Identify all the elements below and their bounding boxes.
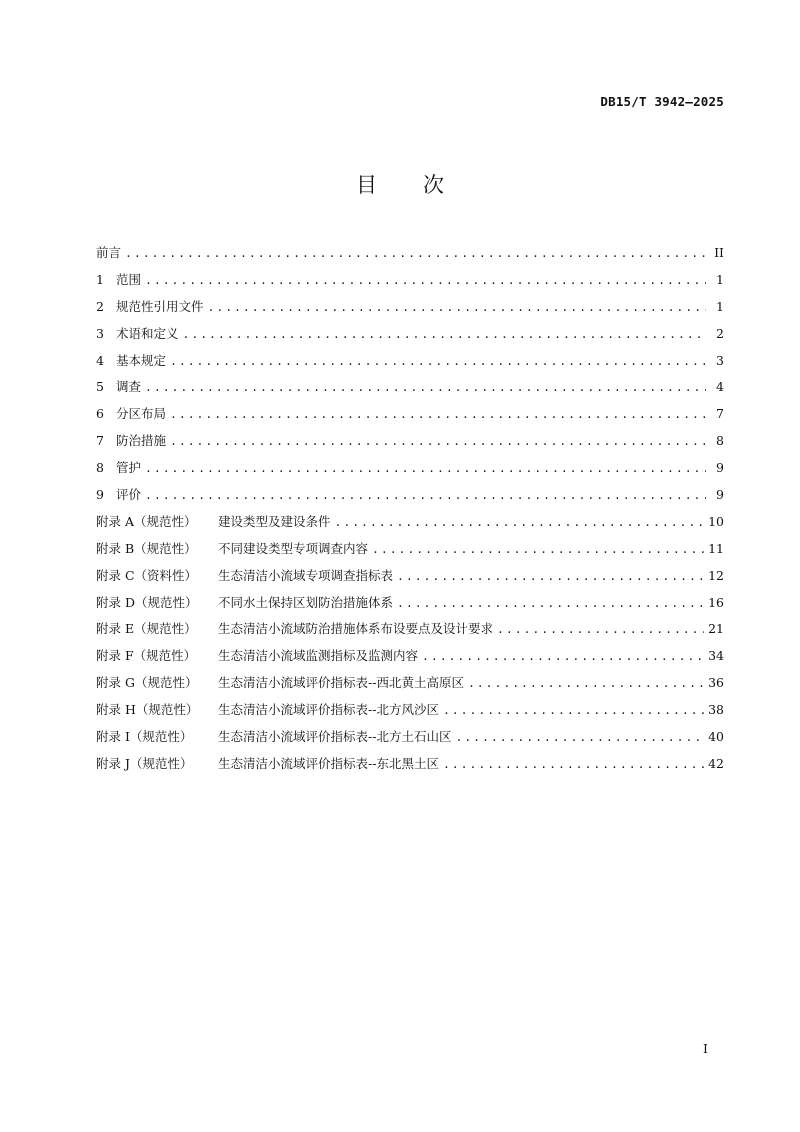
page-title [0,169,800,199]
toc-entry-page: 40 [708,729,724,745]
toc-appendix-entry[interactable] [96,697,724,724]
toc-entry-page: II [714,245,724,260]
dot-leader [455,724,704,751]
toc-appendix-entry[interactable] [96,509,724,536]
dot-leader [497,616,704,643]
dot-leader [145,482,706,509]
toc-appendix-entry[interactable] [96,590,724,617]
appendix-prefix: 附录 G（规范性） [96,675,198,691]
toc-entry[interactable] [96,428,724,455]
footer-page-number: I [703,1041,708,1056]
toc-entry-number: 7 [96,433,104,449]
toc-entry-number: 8 [96,460,104,476]
toc-appendix-entry[interactable] [96,536,724,563]
toc-entry-label: 生态清洁小流域评价指标表--北方风沙区 [218,702,439,718]
dot-leader [208,294,706,321]
toc-appendix-entry[interactable] [96,670,724,697]
toc-entry-number: 1 [96,271,104,287]
dot-leader [145,455,706,482]
toc-entry-foreword[interactable] [96,240,724,267]
toc-entry-page: 34 [708,648,724,664]
toc-entry[interactable] [96,321,724,348]
toc-entry[interactable] [96,482,724,509]
dot-leader [443,697,704,724]
toc-entry-number: 2 [96,298,104,314]
toc-entry-page: 2 [716,325,724,341]
dot-leader [468,670,704,697]
toc-entry-page: 9 [716,487,724,503]
toc-appendix-entry[interactable] [96,616,724,643]
dot-leader [422,643,704,670]
toc-entry-label: 调查 [116,379,142,395]
toc-entry-label: 范围 [116,271,142,287]
toc-entry-page: 1 [716,271,724,287]
toc-entry-number: 5 [96,379,104,395]
toc-entry-page: 36 [708,675,724,691]
table-of-contents [96,240,724,778]
dot-leader [397,563,704,590]
document-code: DB15/T 3942—2025 [600,94,724,109]
toc-appendix-entry[interactable] [96,724,724,751]
toc-entry-label: 管护 [116,460,142,476]
toc-entry-page: 16 [708,594,724,610]
appendix-prefix: 附录 J（规范性） [96,755,193,771]
toc-entry-label: 防治措施 [116,433,167,449]
toc-entry-page: 42 [708,755,724,771]
dot-leader [335,509,705,536]
toc-entry-label: 建设类型及建设条件 [218,513,331,529]
toc-entry[interactable] [96,348,724,375]
dot-leader [145,374,706,401]
toc-entry-label: 基本规定 [116,352,167,368]
toc-entry-label: 分区布局 [116,406,167,422]
dot-leader [443,751,704,778]
dot-leader [183,321,706,348]
title-char: 目 [356,173,377,197]
toc-appendix-entry[interactable] [96,751,724,778]
appendix-prefix: 附录 B（规范性） [96,540,197,556]
toc-entry-label: 评价 [116,487,142,503]
toc-entry[interactable] [96,455,724,482]
toc-entry-page: 21 [708,621,724,637]
toc-entry-label: 规范性引用文件 [116,298,204,314]
toc-entry-page: 1 [716,298,724,314]
appendix-prefix: 附录 F（规范性） [96,648,197,664]
toc-entry[interactable] [96,374,724,401]
dot-leader [170,348,706,375]
toc-entry-label: 生态清洁小流域专项调查指标表 [218,567,394,583]
appendix-prefix: 附录 A（规范性） [96,513,197,529]
toc-entry-page: 38 [708,702,724,718]
toc-entry[interactable] [96,294,724,321]
toc-entry-label: 术语和定义 [116,325,179,341]
appendix-prefix: 附录 D（规范性） [96,594,198,610]
appendix-prefix: 附录 E（规范性） [96,621,197,637]
toc-entry-label: 前言 [96,245,122,260]
title-char: 次 [423,173,444,197]
toc-entry-label: 不同水土保持区划防治措施体系 [218,594,394,610]
toc-appendix-entry[interactable] [96,643,724,670]
toc-entry-label: 生态清洁小流域评价指标表--北方土石山区 [218,729,452,745]
dot-leader [145,267,706,294]
toc-entry[interactable] [96,267,724,294]
toc-entry-number: 9 [96,487,104,503]
appendix-prefix: 附录 I（规范性） [96,729,193,745]
toc-entry-page: 7 [716,406,724,422]
toc-entry-page: 9 [716,460,724,476]
toc-entry-page: 11 [708,540,724,556]
toc-entry-label: 不同建设类型专项调查内容 [218,540,369,556]
dot-leader [170,428,706,455]
dot-leader [125,240,706,267]
toc-entry-page: 10 [708,513,724,529]
toc-entry-number: 6 [96,406,104,422]
dot-leader [372,536,704,563]
toc-entry-page: 4 [716,379,724,395]
appendix-prefix: 附录 H（规范性） [96,702,199,718]
toc-entry[interactable] [96,401,724,428]
toc-entry-label: 生态清洁小流域评价指标表--东北黑土区 [218,755,439,771]
dot-leader [170,401,706,428]
toc-entry-number: 4 [96,352,104,368]
toc-appendix-entry[interactable] [96,563,724,590]
toc-entry-label: 生态清洁小流域监测指标及监测内容 [218,648,419,664]
toc-entry-label: 生态清洁小流域防治措施体系布设要点及设计要求 [218,621,494,637]
dot-leader [397,590,704,617]
toc-entry-page: 8 [716,433,724,449]
toc-entry-number: 3 [96,325,104,341]
toc-entry-label: 生态清洁小流域评价指标表--西北黄土高原区 [218,675,464,691]
toc-entry-page: 3 [716,352,724,368]
toc-entry-page: 12 [708,567,724,583]
appendix-prefix: 附录 C（资料性） [96,567,198,583]
